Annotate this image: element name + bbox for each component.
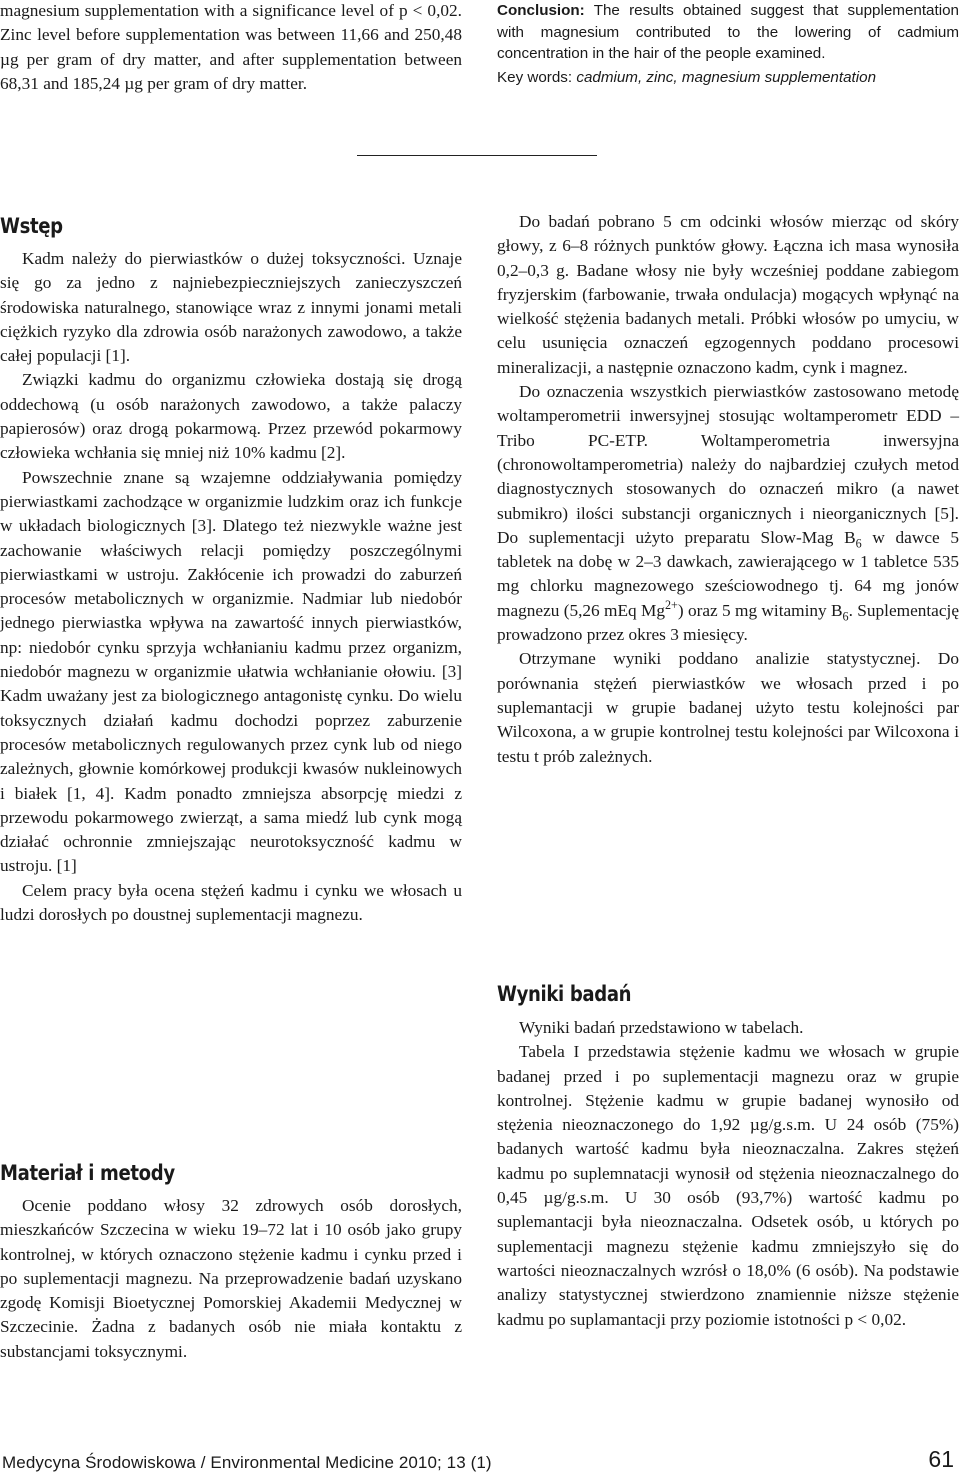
paragraph: Tabela I przedstawia stężenie kadmu we włosach w grupie badanej przed i po suplementacji magnezu oraz w grupie kontrolnej. Stężenie kadmu w grupie badanej wynosiło od stężenia nieoznaczonego do 1,92 µg/g.s.m. U 24 osób (75%) badanych wartość kadmu była nieoznaczalna. Zakres stężeń kadmu po suplemnatacji wynosił od stężenia nieoznaczalnego do 0,45 µg/g.s.m. U 30 osób (93,7%) wartość kadmu po suplemantacji była nieoznaczalna. Odsetek osób, u których po suplementacji magnezu stężenie kadmu zmniejszyło się do wartości nieoznaczalnych wzrósł o 18,0% (6 osób). Na podstawie analizy statystycznej stwierdzono znamiennie niższe stężenie kadmu po suplamantacji przy poziomie istotności p < 0,02. xyxy=(497,1042,959,1329)
paragraph-part: . Suplementację prowadzono przez okres 3 miesięcy. xyxy=(497,600,959,645)
section-body-material-cont xyxy=(497,210,959,769)
subscript: 6 xyxy=(842,609,849,624)
page-number: 61 xyxy=(928,1446,954,1472)
section-body-wstep xyxy=(0,247,462,927)
abstract-conclusion xyxy=(497,0,959,65)
footer-journal-title: Medycyna Środowiskowa / Environmental Medicine 2010; 13 (1) xyxy=(2,1453,492,1472)
paragraph: Powszechnie znane są wzajemne oddziaływania pomiędzy pierwiastkami zachodzące w organizmie ludzkim oraz ich funkcje w układach biologicznych [3]. Dlatego też niezwykle ważne jest zachowanie właściwych relacji pomiędzy poszczególnymi pierwiastkami w ustroju. Zakłócenie ich prowadzi do zaburzeń procesów metabolicznych w organizmie. Nadmiar lub niedobór jednego pierwiastka wpływa na zawartość innych pierwiastków, np: niedobór cynku sprzyja wchłanianiu kadmu przez organizm, niedobór magnezu w organizmie ułatwia wchłanianie ołowiu. [3] Kadm uważany jest za biologicznego antagonistę cynku. Do wielu toksycznych działań kadmu dochodzi poprzez zaburzenie procesów metabolicznych regulowanych przez cynk lub od niego zależnych, głownie komórkowej produkcji kwasów nukleinowych i białek [1, 4]. Kadm ponadto zmniejsza absorpcję miedzi z przewodu pokarmowego zwierząt, a sama miedź lub cynk mogą działać ochronnie zmniejszając neurotoksyczność kadmu w ustroju. [1] xyxy=(0,467,462,876)
conclusion-text: The results obtained suggest that supplementation with magnesium contributed to the lowering of cadmium concentration in the hair of the people examined. xyxy=(497,2,959,63)
paragraph-part: w dawce 5 tabletek na dobę w 2–3 dawkach, zawierającego w 1 tabletce 535 mg chlorku magnezowego sześciowodnego tj. 64 mg jonów magnezu (5,26 mEq Mg xyxy=(497,527,959,620)
paragraph: Związki kadmu do organizmu człowieka dostają się drogą oddechową (u osób narażonych zawodowo, a także palaczy papierosów) oraz drogą pokarmową. Przez przewód pokarmowy człowieka wchłania się mniej niż 10% kadmu [2]. xyxy=(0,370,462,463)
paragraph: Otrzymane wyniki poddano analizie statystycznej. Do porównania stężeń pierwiastków we włosach przed i po suplemantacji w grupie badanej użyto testu kolejności par Wilcoxona, a w grupie kontrolnej testu kolejności par Wilcoxona i testu t prób zależnych. xyxy=(497,649,959,766)
section-body-wyniki xyxy=(497,1016,959,1332)
abstract-continuation: magnesium supplementation with a significance level of p < 0,02. Zinc level before supplementation was between 11,66 and 250,48 µg per gram of dry matter, and after supplementation between 68,31 and 185,24 µg per gram of dry matter. xyxy=(0,1,462,93)
superscript: 2+ xyxy=(665,597,678,612)
keywords-text: cadmium, zinc, magnesium supplementation xyxy=(572,68,877,86)
paragraph xyxy=(497,380,959,647)
abstract-keywords xyxy=(497,67,959,89)
paragraph-part: ) oraz 5 mg witaminy B xyxy=(677,600,843,620)
paragraph: Wyniki badań przedstawiono w tabelach. xyxy=(519,1018,804,1037)
section-heading-wstep: Wstęp xyxy=(0,214,63,238)
keywords-label: Key words: xyxy=(497,68,573,86)
paragraph: Ocenie poddano włosy 32 zdrowych osób dorosłych, mieszkańców Szczecina w wieku 19–72 lat i 10 osób jako grupy kontrolnej, w których oznaczono stężenie kadmu i cynku przed i po suplementacji magnezu. Na przeprowadzenie badań uzyskano zgodę Komisji Bioetycznej Pomorskiej Akademii Medycznej w Szczecinie. Żadna z badanych osób nie miała kontaktu z substancjami toksycznymi. xyxy=(0,1196,462,1361)
section-heading-material: Materiał i metody xyxy=(0,1161,175,1185)
conclusion-label: Conclusion: xyxy=(497,2,585,19)
paragraph: Kadm należy do pierwiastków o dużej toksyczności. Uznaje się go za jedno z najniebezpieczniejszych zanieczyszczeń środowiska naturalnego, stanowiące wraz z innymi jonami metali ciężkich ryzyko dla zdrowia osób narażonych zawodowo, a także całej populacji [1]. xyxy=(0,249,462,366)
paragraph: Do badań pobrano 5 cm odcinki włosów mierząc od skóry głowy, z 6–8 różnych punktów głowy. Łączna ich masa wynosiła 0,2–0,3 g. Badane włosy nie były wcześniej poddane zabiegom fryzjerskim (farbowanie, trwała ondulacja) mogących wpłynąć na wielkość stężenia badanych metali. Próbki włosów po umyciu, w celu usunięcia oznaczeń egzogennych poddano procesowi mineralizacji, a następnie oznaczono kadm, cynk i magnez. xyxy=(497,212,959,377)
paragraph-part: Do oznaczenia wszystkich pierwiastków zastosowano metodę woltamperometrii inwersyjnej stosując woltamperometr EDD – Tribo PC-ETP. Woltamperometria inwersyjna (chronowoltamperometria) należy do najbardziej czułych metod diagnostycznych stosowanych do oznaczeń mikro (a nawet submikro) ilości substancji organicznych i nieorganicznych [5]. Do suplementacji użyto preparatu Slow-Mag B xyxy=(497,382,959,547)
section-heading-wyniki: Wyniki badań xyxy=(497,982,632,1006)
paragraph: Celem pracy była ocena stężeń kadmu i cynku we włosach u ludzi dorosłych po doustnej suplementacji magnezu. xyxy=(0,880,462,925)
abstract-right xyxy=(497,0,959,88)
section-body-material xyxy=(0,1194,462,1364)
subscript: 6 xyxy=(855,536,862,551)
separator-rule xyxy=(357,155,597,156)
